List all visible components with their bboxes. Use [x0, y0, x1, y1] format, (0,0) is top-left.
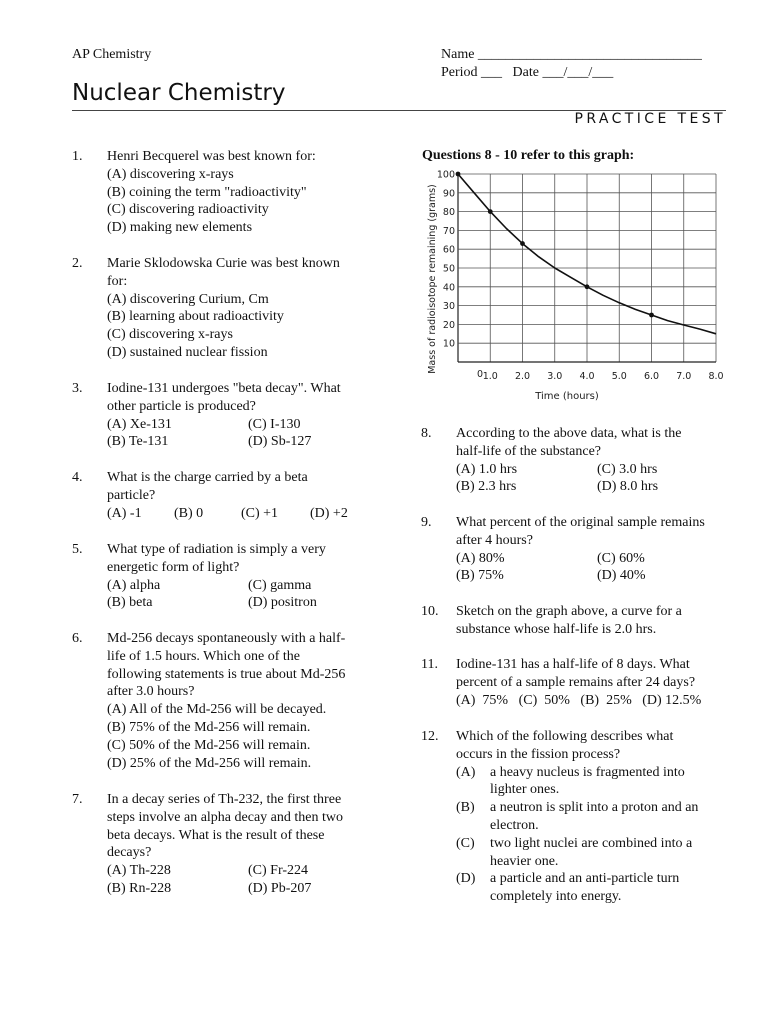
- data-point: [488, 209, 493, 214]
- question-text: What is the charge carried by a beta: [107, 470, 308, 485]
- data-point: [649, 313, 654, 318]
- option-a: [456, 764, 685, 800]
- question-text: Henri Becquerel was best known for:: [107, 149, 316, 164]
- option-a: (A) alpha: [107, 577, 161, 593]
- y-tick-label: 80: [442, 207, 455, 219]
- name-field-line: Name ________________________________: [441, 47, 702, 62]
- y-tick-label: 20: [442, 319, 455, 331]
- option-a: (A) 80%: [456, 550, 505, 566]
- question-text: In a decay series of Th-232, the first three: [107, 792, 342, 807]
- option-c: (C) 50% of the Md-256 will remain.: [107, 737, 311, 753]
- option-text: electron.: [490, 817, 539, 833]
- x-tick-label: 2.0: [514, 371, 531, 382]
- question-number: 6.: [72, 631, 83, 646]
- option-c: (C) 60%: [597, 550, 645, 566]
- page-title: Nuclear Chemistry: [72, 80, 286, 106]
- question-text: Sketch on the graph above, a curve for a: [456, 604, 682, 619]
- option-b: (B) beta: [107, 595, 153, 611]
- option-letter: (D): [456, 871, 476, 887]
- y-tick-label: 60: [442, 244, 455, 256]
- question-number: 2.: [72, 256, 83, 271]
- data-point: [520, 241, 525, 246]
- option-a: (A) Th-228: [107, 863, 171, 879]
- option-b: (B) 75%: [456, 568, 504, 584]
- option-b: (B) learning about radioactivity: [107, 309, 284, 325]
- x-tick-label: 5.0: [611, 371, 627, 382]
- option-text: two light nuclei are combined into a: [490, 835, 693, 851]
- question-number: 3.: [72, 381, 83, 396]
- test-subtitle: PRACTICE TEST: [574, 111, 726, 127]
- question-text: half-life of the substance?: [456, 443, 601, 459]
- option-d: (D) making new elements: [107, 220, 253, 236]
- option-text: completely into energy.: [490, 889, 622, 905]
- y-axis-label: Mass of radioisotope remaining (grams): [427, 184, 438, 374]
- x-tick-label: 4.0: [579, 371, 595, 382]
- option-d: (D) Sb-127: [248, 434, 312, 450]
- question-text: What percent of the original sample remains: [456, 515, 705, 530]
- option-a: (A) discovering Curium, Cm: [107, 291, 269, 307]
- question-text: for:: [107, 273, 128, 289]
- question-number: 8.: [421, 426, 432, 441]
- question-number: 10.: [421, 604, 439, 619]
- question-text: energetic form of light?: [107, 559, 240, 575]
- option-c: (C) I-130: [248, 416, 301, 432]
- option-c: (C) +1: [241, 505, 279, 521]
- y-tick-label: 10: [442, 338, 455, 350]
- option-b: (B) 75% of the Md-256 will remain.: [107, 719, 311, 735]
- question-text: particle?: [107, 487, 156, 503]
- question-text: Iodine-131 undergoes "beta decay". What: [107, 381, 341, 396]
- x-tick-label: 3.0: [547, 371, 563, 382]
- option-d: (D) Pb-207: [248, 880, 312, 896]
- question-number: 12.: [421, 729, 439, 744]
- x-axis-label: Time (hours): [535, 391, 599, 402]
- option-c: [456, 835, 693, 871]
- question-text: occurs in the fission process?: [456, 746, 621, 762]
- option-c: (C) gamma: [248, 577, 312, 593]
- option-b: (B) coining the term "radioactivity": [107, 184, 307, 200]
- option-text: a particle and an anti-particle turn: [490, 871, 680, 887]
- question-text: beta decays. What is the result of these: [107, 827, 325, 843]
- question-text: According to the above data, what is the: [456, 426, 682, 441]
- question-text: after 4 hours?: [456, 532, 533, 548]
- y-tick-label: 70: [442, 225, 455, 237]
- option-a: (A) All of the Md-256 will be decayed.: [107, 702, 327, 718]
- option-text: a neutron is split into a proton and an: [490, 800, 699, 816]
- option-b: (B) Rn-228: [107, 880, 172, 896]
- course-name: AP Chemistry: [72, 47, 152, 62]
- option-c: (C) discovering radioactivity: [107, 202, 269, 218]
- question-number: 11.: [421, 657, 438, 672]
- y-tick-label: 100: [436, 169, 455, 181]
- option-c: (C) discovering x-rays: [107, 327, 233, 343]
- data-point: [456, 172, 461, 177]
- question-text: other particle is produced?: [107, 398, 256, 414]
- y-tick-label: 30: [442, 301, 455, 313]
- option-d: (D) sustained nuclear fission: [107, 344, 268, 360]
- option-letter: (A): [456, 764, 476, 780]
- x-tick-label: 7.0: [676, 371, 692, 382]
- option-d: (D) +2: [310, 505, 348, 521]
- period-date-line: Period ___ Date ___/___/___: [441, 65, 614, 80]
- graph-heading: Questions 8 - 10 refer to this graph:: [422, 148, 635, 163]
- question-text: Iodine-131 has a half-life of 8 days. What: [456, 657, 690, 672]
- question-number: 9.: [421, 515, 432, 530]
- question-text: Marie Sklodowska Curie was best known: [107, 256, 340, 271]
- x-tick-label: 1.0: [482, 371, 498, 382]
- option-c: (C) Fr-224: [248, 863, 308, 879]
- option-a: (A) discovering x-rays: [107, 166, 234, 182]
- question-text: decays?: [107, 845, 152, 861]
- question-text: following statements is true about Md-256: [107, 666, 346, 682]
- graph-grid: [458, 174, 716, 362]
- question-text: Which of the following describes what: [456, 729, 674, 744]
- question-number: 5.: [72, 542, 83, 557]
- option-d: (D) 40%: [597, 568, 646, 584]
- y-tick-label: 40: [442, 282, 455, 294]
- question-text: after 3.0 hours?: [107, 684, 195, 700]
- question-text: What type of radiation is simply a very: [107, 542, 326, 557]
- question-number: 1.: [72, 149, 83, 164]
- option-a: (A) 1.0 hrs: [456, 461, 518, 477]
- y-tick-label: 50: [442, 263, 455, 275]
- data-point: [585, 284, 590, 289]
- option-b: (B) 0: [174, 505, 204, 521]
- option-b: (B) 2.3 hrs: [456, 479, 517, 495]
- option-b: [456, 799, 699, 835]
- option-text: heavier one.: [490, 853, 559, 869]
- question-number: 7.: [72, 792, 83, 807]
- x-tick-label: 8.0: [708, 371, 724, 382]
- options-row: (A) 75% (C) 50% (B) 25% (D) 12.5%: [456, 692, 702, 708]
- option-text: lighter ones.: [490, 782, 560, 798]
- x-tick-label: 0: [476, 369, 484, 380]
- question-text: life of 1.5 hours. Which one of the: [107, 648, 300, 664]
- option-b: (B) Te-131: [107, 434, 169, 450]
- option-a: (A) -1: [107, 505, 142, 521]
- question-text: Md-256 decays spontaneously with a half-: [107, 631, 346, 646]
- option-d: [456, 870, 680, 906]
- option-letter: (B): [456, 800, 475, 816]
- question-text: percent of a sample remains after 24 days?: [456, 674, 696, 690]
- question-number: 4.: [72, 470, 83, 485]
- option-c: (C) 3.0 hrs: [597, 461, 658, 477]
- option-text: a heavy nucleus is fragmented into: [490, 764, 685, 780]
- option-d: (D) positron: [248, 595, 317, 611]
- option-letter: (C): [456, 835, 475, 851]
- question-text: steps involve an alpha decay and then two: [107, 809, 343, 825]
- question-text: substance whose half-life is 2.0 hrs.: [456, 621, 657, 637]
- option-d: (D) 8.0 hrs: [597, 479, 659, 495]
- x-tick-label: 6.0: [643, 371, 660, 382]
- y-tick-label: 90: [442, 188, 455, 200]
- decay-graph: [420, 166, 724, 406]
- option-a: (A) Xe-131: [107, 416, 172, 432]
- option-d: (D) 25% of the Md-256 will remain.: [107, 755, 312, 771]
